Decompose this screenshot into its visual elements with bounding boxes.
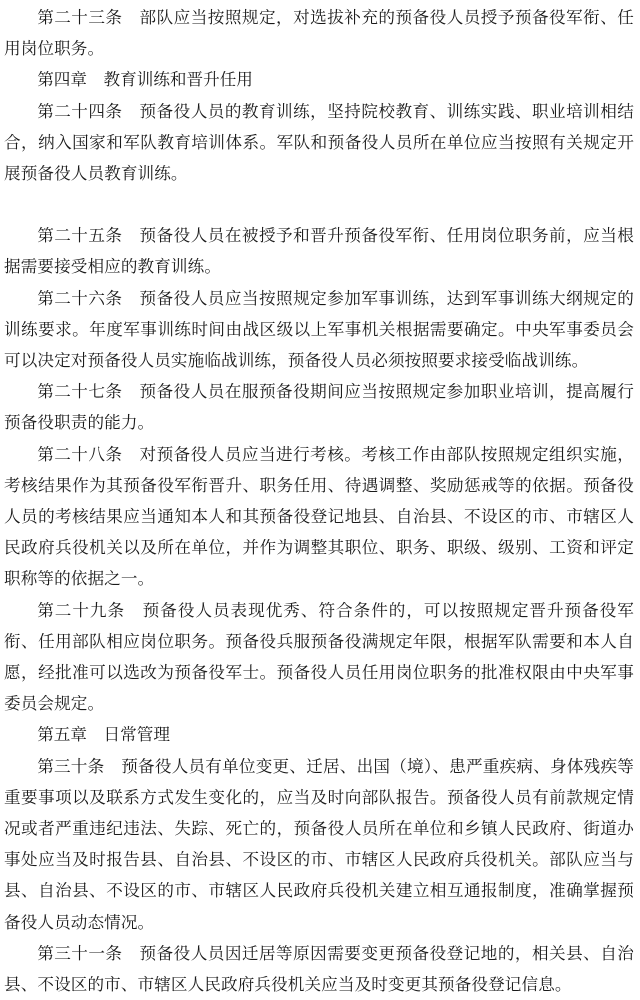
article-26: 第二十六条 预备役人员应当按照规定参加军事训练，达到军事训练大纲规定的训练要求。年度军事训练时间由战区级以上军事机关根据需要确定。中央军事委员会可以决定对预备役人员实施临战训练，预备役人员必须按照要求接受临战训练。 (4, 288, 634, 371)
paragraph-gap (4, 189, 634, 220)
article-30: 第三十条 预备役人员有单位变更、迁居、出国（境）、患严重疾病、身体残疾等重要事项以及联系方式发生变化的，应当及时向部队报告。预备役人员有前款规定情况或者严重违纪违法、失踪、死亡的，预备役人员所在单位和乡镇人民政府、街道办事处应当及时报告县、自治县、不设区的市、市辖区人民政府兵役机关。部队应当与县、自治县、不设区的市、市辖区人民政府兵役机关建立相互通报制度，准确掌握预备役人员动态情况。 (4, 756, 634, 932)
article-29: 第二十九条 预备役人员表现优秀、符合条件的，可以按照规定晋升预备役军衔、任用部队相应岗位职务。预备役兵服预备役满规定年限，根据军队需要和本人自愿，经批准可以选改为预备役军士。预备役人员任用岗位职务的批准权限由中央军事委员会规定。 (4, 600, 634, 714)
article-31: 第三十一条 预备役人员因迁居等原因需要变更预备役登记地的，相关县、自治县、不设区的市、市辖区人民政府兵役机关应当及时变更其预备役登记信息。 (4, 943, 634, 995)
article-23: 第二十三条 部队应当按照规定，对选拔补充的预备役人员授予预备役军衔、任用岗位职务。 (4, 8, 634, 59)
chapter-5-heading: 第五章 日常管理 (37, 725, 170, 745)
article-25: 第二十五条 预备役人员在被授予和晋升预备役军衔、任用岗位职务前，应当根据需要接受相应的教育训练。 (4, 226, 634, 277)
article-27: 第二十七条 预备役人员在服预备役期间应当按照规定参加职业培训，提高履行预备役职责的能力。 (4, 382, 634, 433)
article-28: 第二十八条 对预备役人员应当进行考核。考核工作由部队按照规定组织实施，考核结果作为其预备役军衔晋升、职务任用、待遇调整、奖励惩戒等的依据。预备役人员的考核结果应当通知本人和其预备役登记地县、自治县、不设区的市、市辖区人民政府兵役机关以及所在单位，并作为调整其职位、职务、职级、级别、工资和评定职称等的依据之一。 (4, 444, 634, 589)
article-24: 第二十四条 预备役人员的教育训练，坚持院校教育、训练实践、职业培训相结合，纳入国家和军队教育培训体系。军队和预备役人员所在单位应当按照有关规定开展预备役人员教育训练。 (4, 101, 634, 184)
chapter-4-heading: 第四章 教育训练和晋升任用 (37, 70, 253, 90)
